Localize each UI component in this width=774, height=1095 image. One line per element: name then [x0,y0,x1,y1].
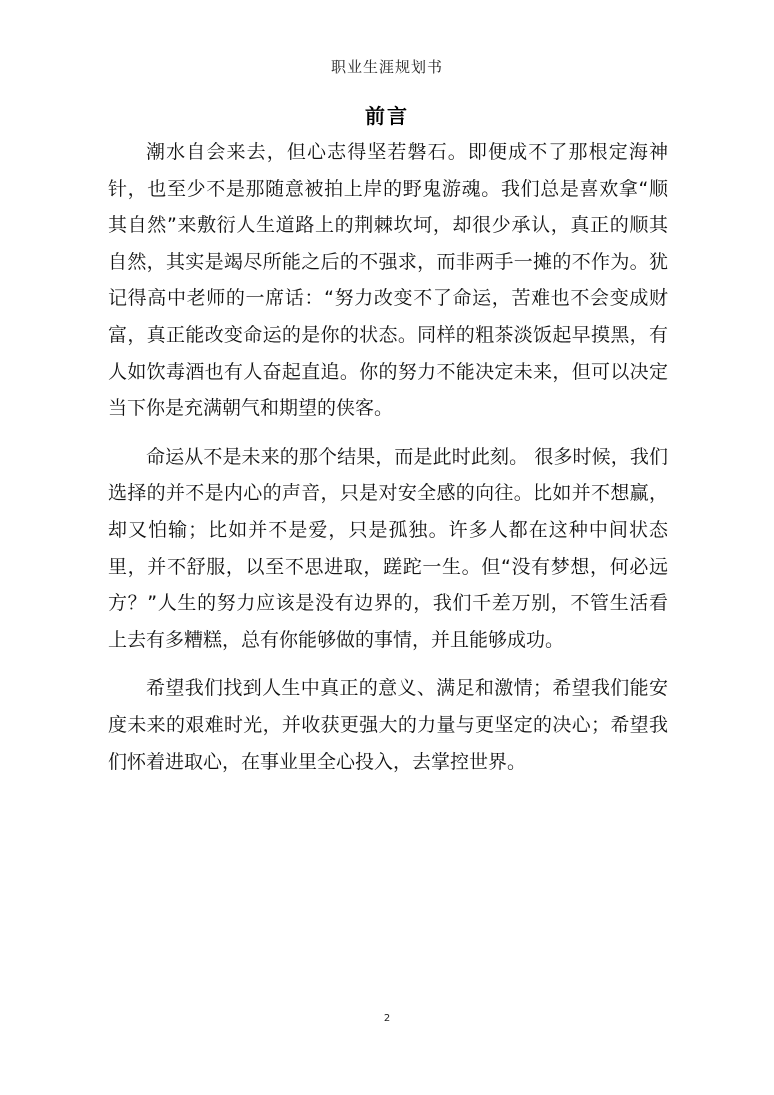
paragraph-3: 希望我们找到人生中真正的意义、满足和激情；希望我们能安度未来的艰难时光，并收获更强大的力量与更坚定的决心；希望我们怀着进取心，在事业里全心投入，去掌控世界。 [108,677,668,773]
paragraph-2: 命运从不是未来的那个结果，而是此时此刻。 很多时候，我们选择的并不是内心的声音，只是对安全感的向往。比如并不想赢，却又怕输；比如并不是爱，只是孤独。许多人都在这种中间状态里，并不舒服，以至不思进取，蹉跎一生。但“没有梦想，何必远方？”人生的努力应该是没有边界的，我们千差万别，不管生活看上去有多糟糕，总有你能够做的事情，并且能够成功。 [108,445,668,651]
body-text [108,134,668,792]
paragraph-1: 潮水自会来去，但心志得坚若磐石。即便成不了那根定海神针，也至少不是那随意被拍上岸的野鬼游魂。我们总是喜欢拿“顺其自然”来敷衍人生道路上的荆棘坎坷，却很少承认，真正的顺其自然，其实是竭尽所能之后的不强求，而非两手一摊的不作为。犹记得高中老师的一席话：“努力改变不了命运，苦难也不会变成财富，真正能改变命运的是你的状态。同样的粗茶淡饭起早摸黑，有人如饮毒酒也有人奋起直追。你的努力不能决定未来，但可以决定当下你是充满朝气和期望的侠客。 [108,141,668,420]
page-header: 职业生涯规划书 [330,58,443,76]
section-title: 前言 [365,104,409,128]
page-number: 2 [383,1013,391,1024]
